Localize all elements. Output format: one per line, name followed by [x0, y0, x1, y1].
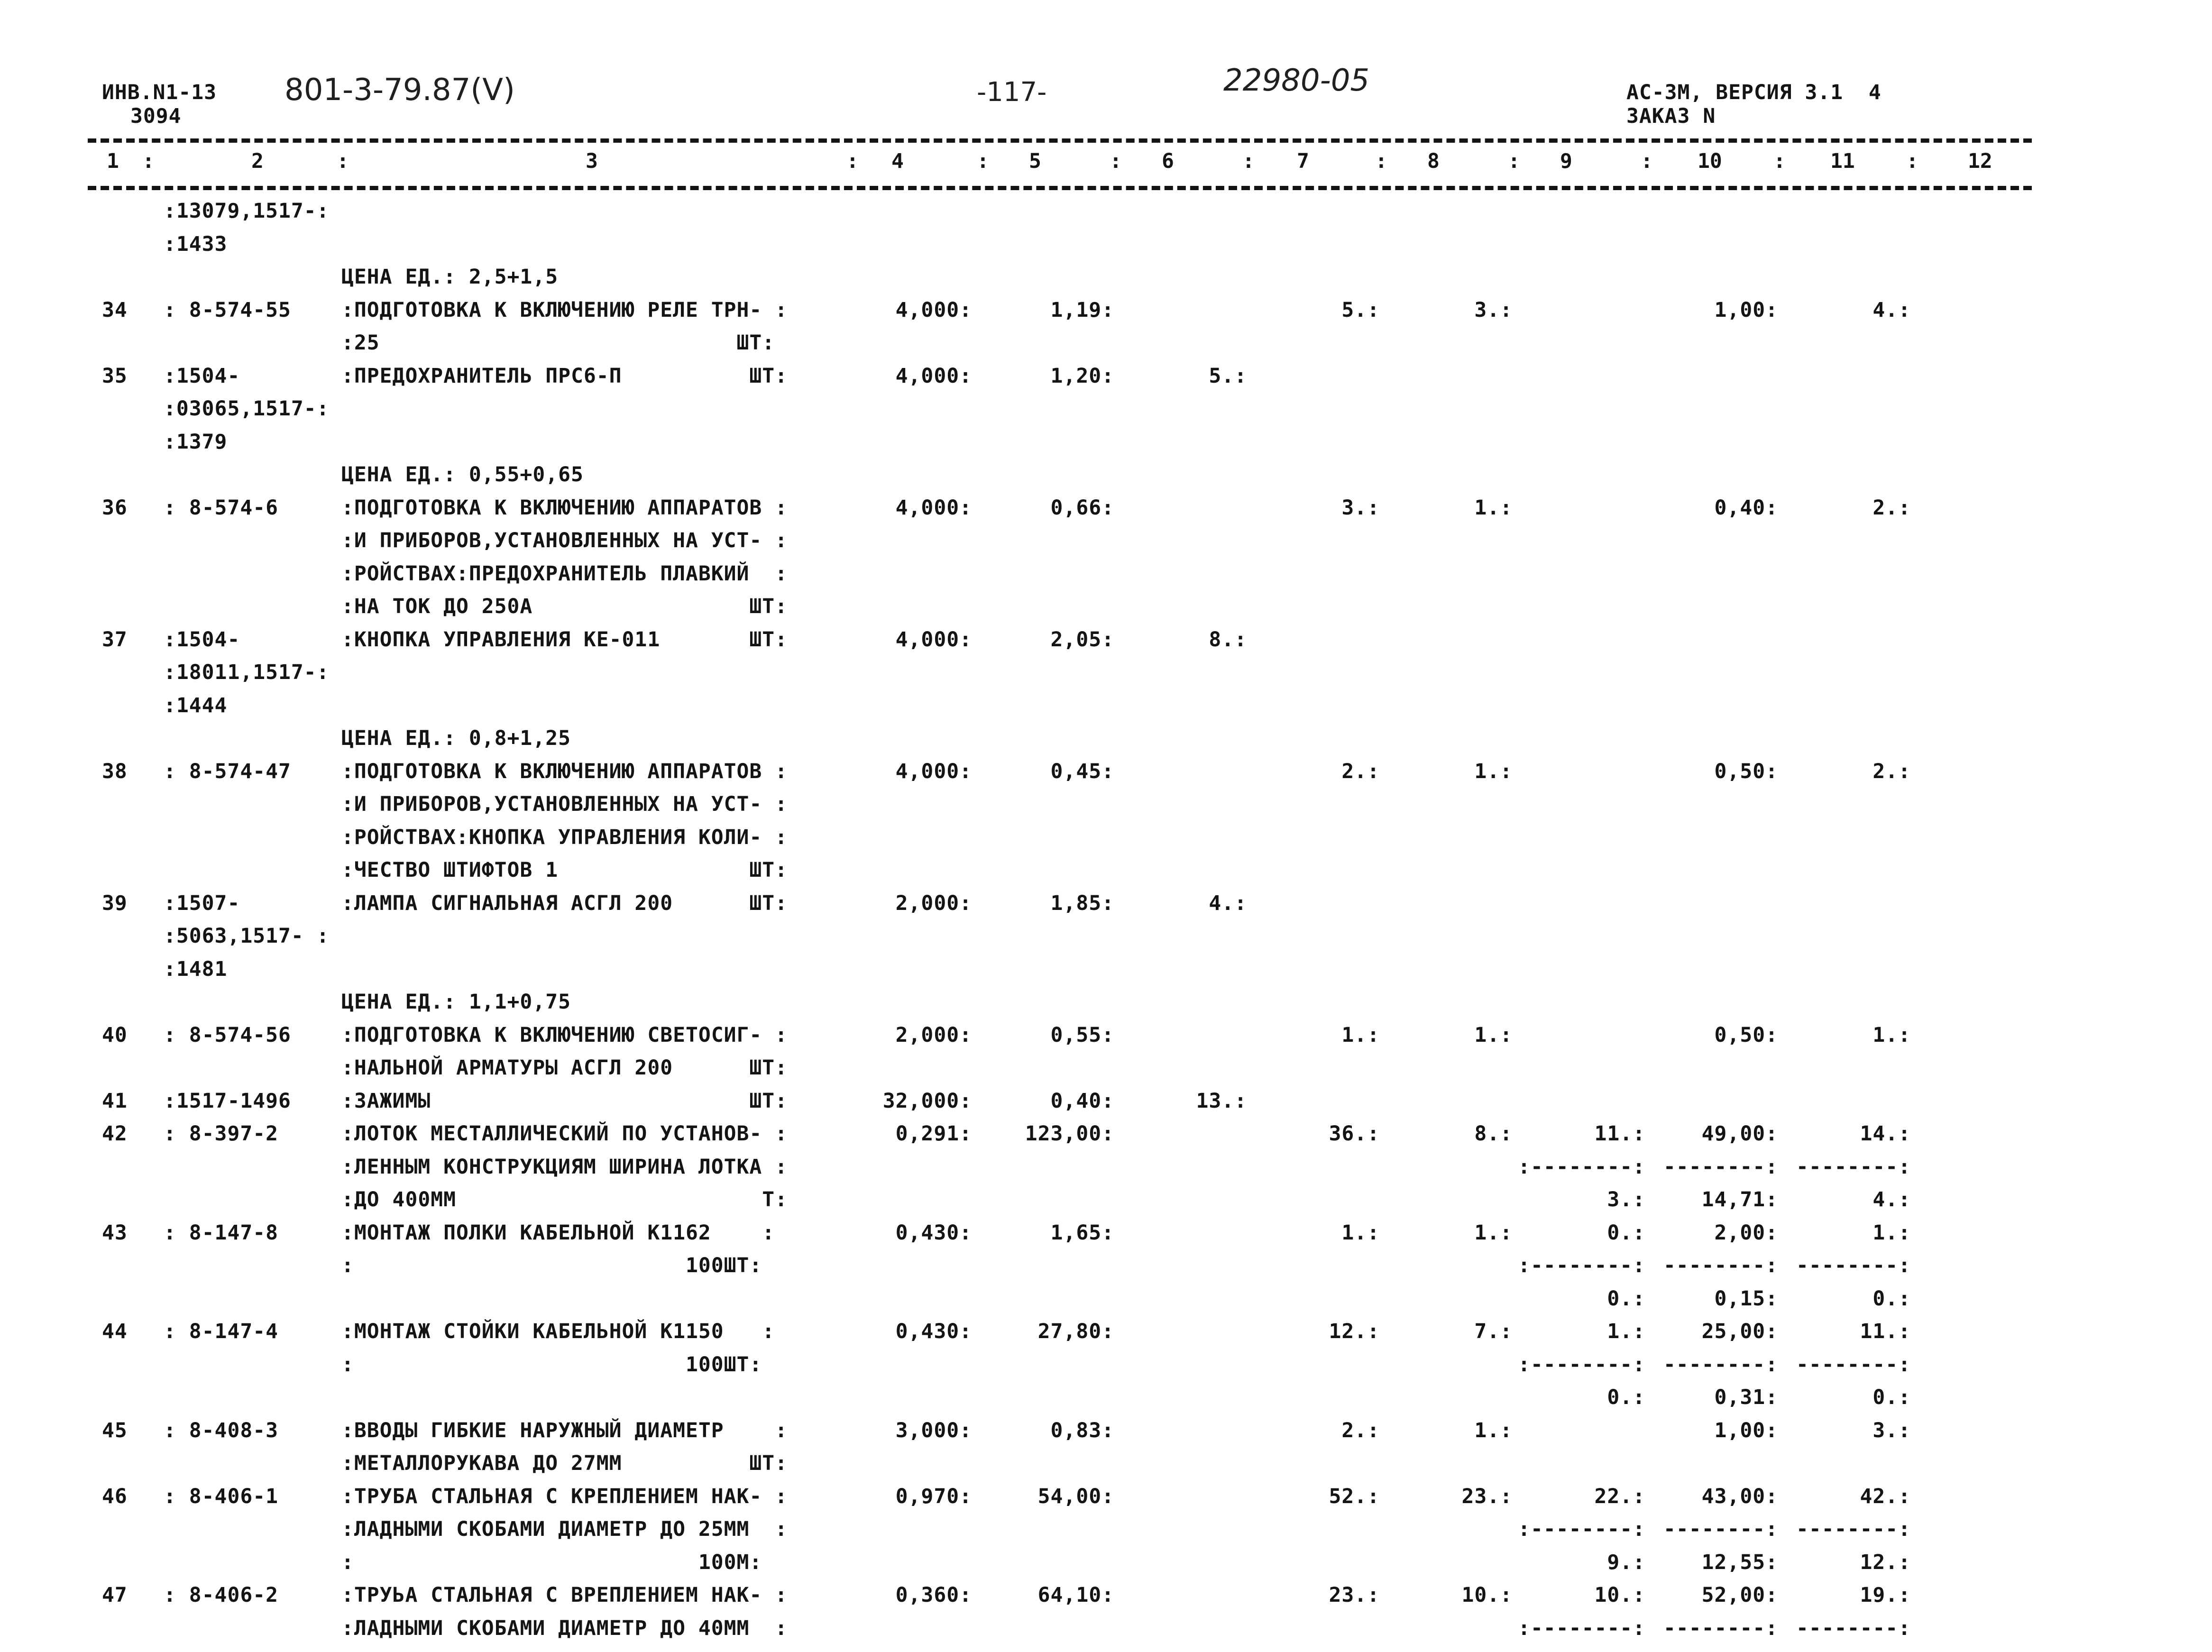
- table-cell-c6: 4.:: [1209, 891, 1247, 915]
- table-cell-c5: 0,66:: [1050, 496, 1114, 520]
- column-separator: :: [1773, 149, 1786, 173]
- table-cell-c3: :ЛАДНЫМИ СКОБАМИ ДИАМЕТР ДО 40ММ :: [341, 1616, 788, 1640]
- table-cell-c3: :РОЙСТВАХ:ПРЕДОХРАНИТЕЛЬ ПЛАВКИЙ :: [341, 562, 788, 586]
- table-cell-c8: 1.:: [1474, 1419, 1513, 1442]
- table-cell-c2: :03065,1517-:: [164, 397, 330, 421]
- table-cell-c2: : 8-574-55: [164, 298, 291, 322]
- table-cell-c4: 32,000:: [882, 1089, 972, 1113]
- table-cell-c11: 4.:: [1872, 298, 1911, 322]
- table-cell-c3: :НА ТОК ДО 250А ШТ:: [341, 595, 788, 618]
- table-cell-c3: ЦЕНА ЕД.: 0,8+1,25: [341, 726, 571, 750]
- table-cell-c3: :РОЙСТВАХ:КНОПКА УПРАВЛЕНИЯ КОЛИ- :: [341, 826, 788, 849]
- table-cell-c2: : 8-408-3: [164, 1419, 278, 1442]
- column-separator: :: [142, 149, 155, 173]
- table-cell-c3: :И ПРИБОРОВ,УСТАНОВЛЕННЫХ НА УСТ- :: [341, 792, 788, 816]
- table-cell-c11: 4.:: [1872, 1188, 1911, 1211]
- table-cell-c7: 36.:: [1329, 1122, 1380, 1146]
- table-cell-c3: :НАЛЬНОЙ АРМАТУРЫ АСГЛ 200 ШТ:: [341, 1056, 788, 1080]
- column-header-12: 12: [1968, 149, 1992, 173]
- column-separator: :: [1375, 149, 1387, 173]
- table-cell-c2: :1379: [164, 430, 228, 454]
- column-header-5: 5: [1029, 149, 1041, 173]
- table-cell-c1: 34: [102, 298, 128, 322]
- table-cell-c9: :--------:: [1518, 1353, 1645, 1377]
- table-cell-c3: :ПОДГОТОВКА К ВКЛЮЧЕНИЮ АППАРАТОВ :: [341, 496, 788, 520]
- table-cell-c1: 35: [102, 364, 128, 388]
- table-cell-c4: 4,000:: [895, 760, 972, 783]
- table-cell-c5: 64,10:: [1037, 1583, 1114, 1607]
- table-cell-c1: 42: [102, 1122, 128, 1146]
- table-cell-c11: --------:: [1796, 1353, 1911, 1377]
- table-cell-c10: --------:: [1663, 1254, 1778, 1277]
- table-cell-c3: :МЕТАЛЛОРУКАВА ДО 27ММ ШТ:: [341, 1451, 788, 1475]
- table-cell-c5: 0,45:: [1050, 760, 1114, 783]
- table-cell-c4: 2,000:: [895, 891, 972, 915]
- table-cell-c10: --------:: [1663, 1353, 1778, 1377]
- table-cell-c10: --------:: [1663, 1616, 1778, 1640]
- column-separator: :: [1508, 149, 1520, 173]
- column-separator: :: [1110, 149, 1122, 173]
- table-cell-c1: 46: [102, 1485, 128, 1508]
- table-cell-c11: 0.:: [1872, 1386, 1911, 1409]
- table-cell-c3: :ЛАМПА СИГНАЛЬНАЯ АСГЛ 200 ШТ:: [341, 891, 788, 915]
- table-cell-c4: 4,000:: [895, 364, 972, 388]
- table-cell-c4: 3,000:: [895, 1419, 972, 1442]
- table-cell-c8: 3.:: [1474, 298, 1513, 322]
- table-cell-c11: --------:: [1796, 1616, 1911, 1640]
- table-cell-c10: 0,40:: [1714, 496, 1778, 520]
- table-cell-c10: 0,31:: [1714, 1386, 1778, 1409]
- table-cell-c3: :ЛЕННЫМ КОНСТРУКЦИЯМ ШИРИНА ЛОТКА :: [341, 1155, 788, 1179]
- table-cell-c3: ЦЕНА ЕД.: 2,5+1,5: [341, 265, 559, 289]
- table-cell-c10: 52,00:: [1701, 1583, 1778, 1607]
- table-cell-c7: 23.:: [1329, 1583, 1380, 1607]
- table-cell-c8: 1.:: [1474, 1221, 1513, 1245]
- table-cell-c5: 123,00:: [1025, 1122, 1114, 1146]
- table-cell-c2: : 8-574-6: [164, 496, 278, 520]
- table-cell-c2: : 8-574-47: [164, 760, 291, 783]
- table-cell-c1: 37: [102, 628, 128, 652]
- table-cell-c10: 0,50:: [1714, 760, 1778, 783]
- table-cell-c2: :18011,1517-:: [164, 661, 330, 684]
- table-cell-c2: :5063,1517- :: [164, 924, 330, 948]
- table-cell-c3: : 100М:: [341, 1551, 762, 1574]
- table-cell-c8: 1.:: [1474, 496, 1513, 520]
- table-cell-c9: 3.:: [1607, 1188, 1645, 1211]
- table-cell-c9: 11.:: [1594, 1122, 1645, 1146]
- table-cell-c2: :1517-1496: [164, 1089, 291, 1113]
- column-header-7: 7: [1297, 149, 1309, 173]
- table-cell-c3: :ЛОТОК МЕСТАЛЛИЧЕСКИЙ ПО УСТАНОВ- :: [341, 1122, 788, 1146]
- table-cell-c2: : 8-406-2: [164, 1583, 278, 1607]
- table-cell-c10: 49,00:: [1701, 1122, 1778, 1146]
- table-cell-c9: 9.:: [1607, 1551, 1645, 1574]
- table-cell-c3: :ТРУБА СТАЛЬНАЯ С КРЕПЛЕНИЕМ НАК- :: [341, 1485, 788, 1508]
- table-cell-c9: :--------:: [1518, 1155, 1645, 1179]
- table-cell-c7: 2.:: [1341, 1419, 1380, 1442]
- table-cell-c3: ЦЕНА ЕД.: 1,1+0,75: [341, 990, 571, 1014]
- table-cell-c9: 0.:: [1607, 1221, 1645, 1245]
- table-cell-c1: 36: [102, 496, 128, 520]
- table-cell-c11: 2.:: [1872, 496, 1911, 520]
- column-header-8: 8: [1427, 149, 1440, 173]
- table-cell-c7: 52.:: [1329, 1485, 1380, 1508]
- table-cell-c2: : 8-147-4: [164, 1320, 278, 1343]
- table-cell-c1: 40: [102, 1023, 128, 1047]
- table-cell-c2: : 8-574-56: [164, 1023, 291, 1047]
- table-cell-c8: 10.:: [1461, 1583, 1513, 1607]
- table-cell-c1: 47: [102, 1583, 128, 1607]
- table-cell-c7: 3.:: [1341, 496, 1380, 520]
- table-cell-c5: 1,65:: [1050, 1221, 1114, 1245]
- table-cell-c7: 2.:: [1341, 760, 1380, 783]
- table-cell-c3: :МОНТАЖ СТОЙКИ КАБЕЛЬНОЙ К1150 :: [341, 1320, 775, 1343]
- table-cell-c1: 38: [102, 760, 128, 783]
- table-cell-c10: 1,00:: [1714, 298, 1778, 322]
- table-cell-c8: 1.:: [1474, 760, 1513, 783]
- table-cell-c4: 0,360:: [895, 1583, 972, 1607]
- table-cell-c5: 54,00:: [1037, 1485, 1114, 1508]
- table-cell-c10: 0,15:: [1714, 1287, 1778, 1311]
- table-cell-c1: 43: [102, 1221, 128, 1245]
- table-cell-c2: : 8-147-8: [164, 1221, 278, 1245]
- table-cell-c4: 4,000:: [895, 298, 972, 322]
- column-header-2: 2: [251, 149, 264, 173]
- table-cell-c6: 13.:: [1196, 1089, 1247, 1113]
- table-cell-c10: 12,55:: [1701, 1551, 1778, 1574]
- table-cell-c8: 23.:: [1461, 1485, 1513, 1508]
- table-cell-c2: :1507-: [164, 891, 240, 915]
- column-separator: :: [1242, 149, 1255, 173]
- table-cell-c10: 14,71:: [1701, 1188, 1778, 1211]
- table-cell-c11: 11.:: [1860, 1320, 1911, 1343]
- table-cell-c1: 44: [102, 1320, 128, 1343]
- table-cell-c11: 1.:: [1872, 1023, 1911, 1047]
- column-header-6: 6: [1162, 149, 1174, 173]
- table-cell-c9: :--------:: [1518, 1517, 1645, 1541]
- table-cell-c9: :--------:: [1518, 1254, 1645, 1277]
- table-cell-c3: : 100ШТ:: [341, 1254, 762, 1277]
- table-cell-c10: 25,00:: [1701, 1320, 1778, 1343]
- table-cell-c1: 41: [102, 1089, 128, 1113]
- table-cell-c11: 14.:: [1860, 1122, 1911, 1146]
- column-header-11: 11: [1830, 149, 1855, 173]
- table-cell-c9: 22.:: [1594, 1485, 1645, 1508]
- table-cell-c4: 0,430:: [895, 1320, 972, 1343]
- column-header-1: 1: [107, 149, 119, 173]
- table-cell-c9: :--------:: [1518, 1616, 1645, 1640]
- column-header-3: 3: [586, 149, 598, 173]
- table-cell-c10: 2,00:: [1714, 1221, 1778, 1245]
- table-cell-c4: 2,000:: [895, 1023, 972, 1047]
- table-cell-c5: 1,19:: [1050, 298, 1114, 322]
- table-cell-c10: 1,00:: [1714, 1419, 1778, 1442]
- table-cell-c3: :ЛАДНЫМИ СКОБАМИ ДИАМЕТР ДО 25ММ :: [341, 1517, 788, 1541]
- column-header-4: 4: [891, 149, 904, 173]
- table-cell-c11: 1.:: [1872, 1221, 1911, 1245]
- handwritten-order-number: 22980-05: [1223, 63, 1370, 98]
- table-cell-c11: 19.:: [1860, 1583, 1911, 1607]
- table-cell-c3: :ПОДГОТОВКА К ВКЛЮЧЕНИЮ АППАРАТОВ :: [341, 760, 788, 783]
- table-cell-c5: 1,85:: [1050, 891, 1114, 915]
- table-cell-c3: :И ПРИБОРОВ,УСТАНОВЛЕННЫХ НА УСТ- :: [341, 529, 788, 552]
- table-cell-c1: 45: [102, 1419, 128, 1442]
- page-number: -117-: [977, 77, 1047, 108]
- table-cell-c2: :1504-: [164, 628, 240, 652]
- column-header-10: 10: [1698, 149, 1722, 173]
- table-cell-c6: 5.:: [1209, 364, 1247, 388]
- table-cell-c3: ЦЕНА ЕД.: 0,55+0,65: [341, 463, 584, 486]
- table-cell-c4: 0,970:: [895, 1485, 972, 1508]
- table-cell-c3: :ПРЕДОХРАНИТЕЛЬ ПРС6-П ШТ:: [341, 364, 788, 388]
- table-cell-c3: :КНОПКА УПРАВЛЕНИЯ КЕ-011 ШТ:: [341, 628, 788, 652]
- table-cell-c3: :ДО 400ММ Т:: [341, 1188, 788, 1211]
- table-cell-c4: 4,000:: [895, 628, 972, 652]
- table-cell-c2: :1433: [164, 232, 228, 256]
- table-cell-c8: 8.:: [1474, 1122, 1513, 1146]
- table-cell-c8: 1.:: [1474, 1023, 1513, 1047]
- table-cell-c7: 12.:: [1329, 1320, 1380, 1343]
- table-cell-c9: 0.:: [1607, 1386, 1645, 1409]
- table-cell-c2: :1444: [164, 694, 228, 717]
- inventory-label: ИНВ.N1-13: [102, 81, 217, 104]
- column-separator: :: [846, 149, 859, 173]
- table-cell-c11: --------:: [1796, 1155, 1911, 1179]
- table-cell-c3: :ПОДГОТОВКА К ВКЛЮЧЕНИЮ СВЕТОСИГ- :: [341, 1023, 788, 1047]
- table-cell-c9: 0.:: [1607, 1287, 1645, 1311]
- table-cell-c1: 39: [102, 891, 128, 915]
- table-cell-c11: 2.:: [1872, 760, 1911, 783]
- table-cell-c2: :1504-: [164, 364, 240, 388]
- table-cell-c2: : 8-406-1: [164, 1485, 278, 1508]
- table-cell-c10: --------:: [1663, 1517, 1778, 1541]
- column-separator: :: [337, 149, 349, 173]
- table-cell-c6: 8.:: [1209, 628, 1247, 652]
- table-cell-c5: 2,05:: [1050, 628, 1114, 652]
- column-separator: :: [1906, 149, 1918, 173]
- table-cell-c2: : 8-397-2: [164, 1122, 278, 1146]
- table-cell-c11: 12.:: [1860, 1551, 1911, 1574]
- table-cell-c2: :1481: [164, 957, 228, 981]
- table-cell-c3: :ЧЕСТВО ШТИФТОВ 1 ШТ:: [341, 858, 788, 882]
- table-cell-c7: 5.:: [1341, 298, 1380, 322]
- table-cell-c5: 0,40:: [1050, 1089, 1114, 1113]
- table-cell-c9: 1.:: [1607, 1320, 1645, 1343]
- column-separator: :: [977, 149, 989, 173]
- table-cell-c3: :ПОДГОТОВКА К ВКЛЮЧЕНИЮ РЕЛЕ ТРН- :: [341, 298, 788, 322]
- table-cell-c4: 0,291:: [895, 1122, 972, 1146]
- table-cell-c3: :МОНТАЖ ПОЛКИ КАБЕЛЬНОЙ К1162 :: [341, 1221, 775, 1245]
- table-cell-c3: :ВВОДЫ ГИБКИЕ НАРУЖНЫЙ ДИАМЕТР :: [341, 1419, 788, 1442]
- table-cell-c3: :25 ШТ:: [341, 331, 775, 355]
- table-cell-c11: 42.:: [1860, 1485, 1911, 1508]
- table-cell-c5: 0,83:: [1050, 1419, 1114, 1442]
- table-cell-c7: 1.:: [1341, 1221, 1380, 1245]
- table-cell-c9: 10.:: [1594, 1583, 1645, 1607]
- table-cell-c8: 7.:: [1474, 1320, 1513, 1343]
- table-cell-c7: 1.:: [1341, 1023, 1380, 1047]
- document-code: 801-3-79.87(V): [285, 73, 515, 108]
- table-cell-c4: 0,430:: [895, 1221, 972, 1245]
- order-label: ЗАКАЗ N: [1626, 104, 1716, 128]
- table-cell-c3: : 100ШТ:: [341, 1353, 762, 1377]
- table-cell-c2: :13079,1517-:: [164, 199, 330, 223]
- table-cell-c5: 0,55:: [1050, 1023, 1114, 1047]
- inventory-number: 3094: [130, 104, 182, 128]
- table-cell-c11: 0.:: [1872, 1287, 1911, 1311]
- table-cell-c10: 0,50:: [1714, 1023, 1778, 1047]
- table-cell-c10: 43,00:: [1701, 1485, 1778, 1508]
- table-cell-c5: 27,80:: [1037, 1320, 1114, 1343]
- table-cell-c3: :ТРУЬА СТАЛЬНАЯ С ВРЕПЛЕНИЕМ НАК- :: [341, 1583, 788, 1607]
- table-cell-c11: --------:: [1796, 1517, 1911, 1541]
- program-version: АС-3М, ВЕРСИЯ 3.1 4: [1626, 81, 1882, 104]
- table-cell-c3: :ЗАЖИМЫ ШТ:: [341, 1089, 788, 1113]
- table-cell-c5: 1,20:: [1050, 364, 1114, 388]
- table-cell-c4: 4,000:: [895, 496, 972, 520]
- column-header-9: 9: [1560, 149, 1572, 173]
- table-cell-c11: --------:: [1796, 1254, 1911, 1277]
- table-cell-c10: --------:: [1663, 1155, 1778, 1179]
- column-separator: :: [1641, 149, 1653, 173]
- table-cell-c11: 3.:: [1872, 1419, 1911, 1442]
